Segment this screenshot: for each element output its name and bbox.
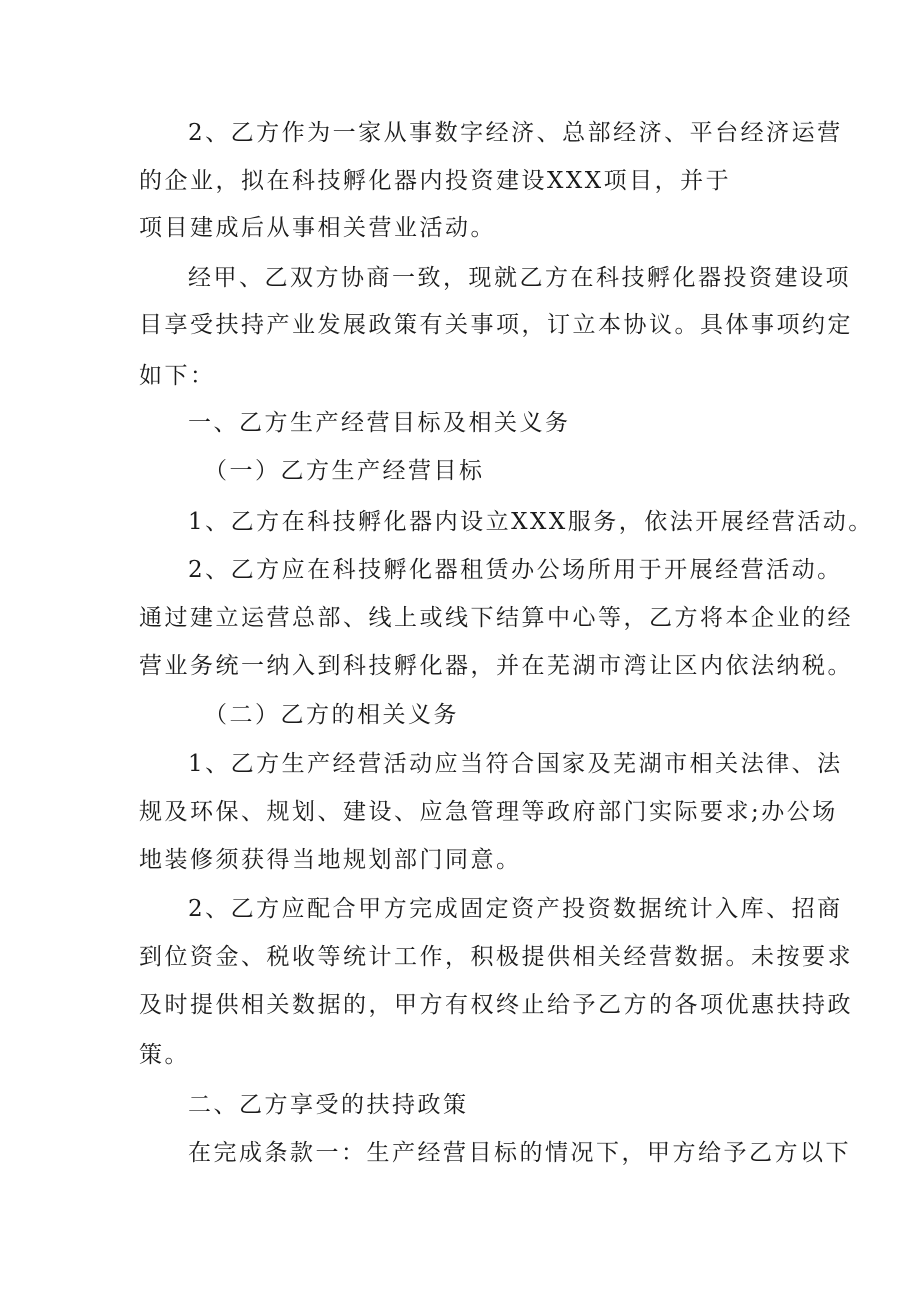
- subsection-heading-2: （二）乙方的相关义务: [204, 702, 459, 728]
- text-line-16: 地装修须获得当地规划部门同意。: [139, 847, 522, 873]
- text-line-12: 营业务统一纳入到科技孵化器，并在芜湖市湾让区内依法纳税。: [139, 653, 853, 679]
- text-line-17: 2、乙方应配合甲方完成固定资产投资数据统计入库、招商: [188, 896, 843, 922]
- text-line-3: 项目建成后从事相关营业活动。: [139, 215, 496, 241]
- text-line-11: 通过建立运营总部、线上或线下结算中心等，乙方将本企业的经: [139, 605, 853, 631]
- text-line-4: 经甲、乙双方协商一致，现就乙方在科技孵化器投资建设项: [188, 265, 851, 291]
- text-line-15: 规及环保、规划、建设、应急管理等政府部门实际要求;办公场: [139, 799, 838, 825]
- section-heading-1: 一、乙方生产经营目标及相关义务: [188, 410, 571, 436]
- text-line-18: 到位资金、税收等统计工作，积极提供相关经营数据。未按要求: [139, 944, 853, 970]
- text-line-1: 2、乙方作为一家从事数字经济、总部经济、平台经济运营: [188, 120, 843, 146]
- text-line-9: 1、乙方在科技孵化器内设立XXX服务，依法开展经营活动。: [188, 509, 874, 535]
- text-line-19: 及时提供相关数据的，甲方有权终止给予乙方的各项优惠扶持政: [139, 992, 853, 1018]
- text-line-6: 如下：: [139, 363, 216, 389]
- text-line-10: 2、乙方应在科技孵化器租赁办公场所用于开展经营活动。: [188, 557, 843, 583]
- text-line-2: 的企业，拟在科技孵化器内投资建设XXX项目，并于: [139, 168, 732, 194]
- subsection-heading-1: （一）乙方生产经营目标: [204, 458, 485, 484]
- text-line-22: 在完成条款一：生产经营目标的情况下，甲方给予乙方以下: [188, 1140, 851, 1166]
- text-line-14: 1、乙方生产经营活动应当符合国家及芜湖市相关法律、法: [188, 751, 843, 777]
- text-line-5: 目享受扶持产业发展政策有关事项，订立本协议。具体事项约定: [139, 312, 853, 338]
- section-heading-2: 二、乙方享受的扶持政策: [188, 1092, 469, 1118]
- text-line-20: 策。: [139, 1042, 190, 1068]
